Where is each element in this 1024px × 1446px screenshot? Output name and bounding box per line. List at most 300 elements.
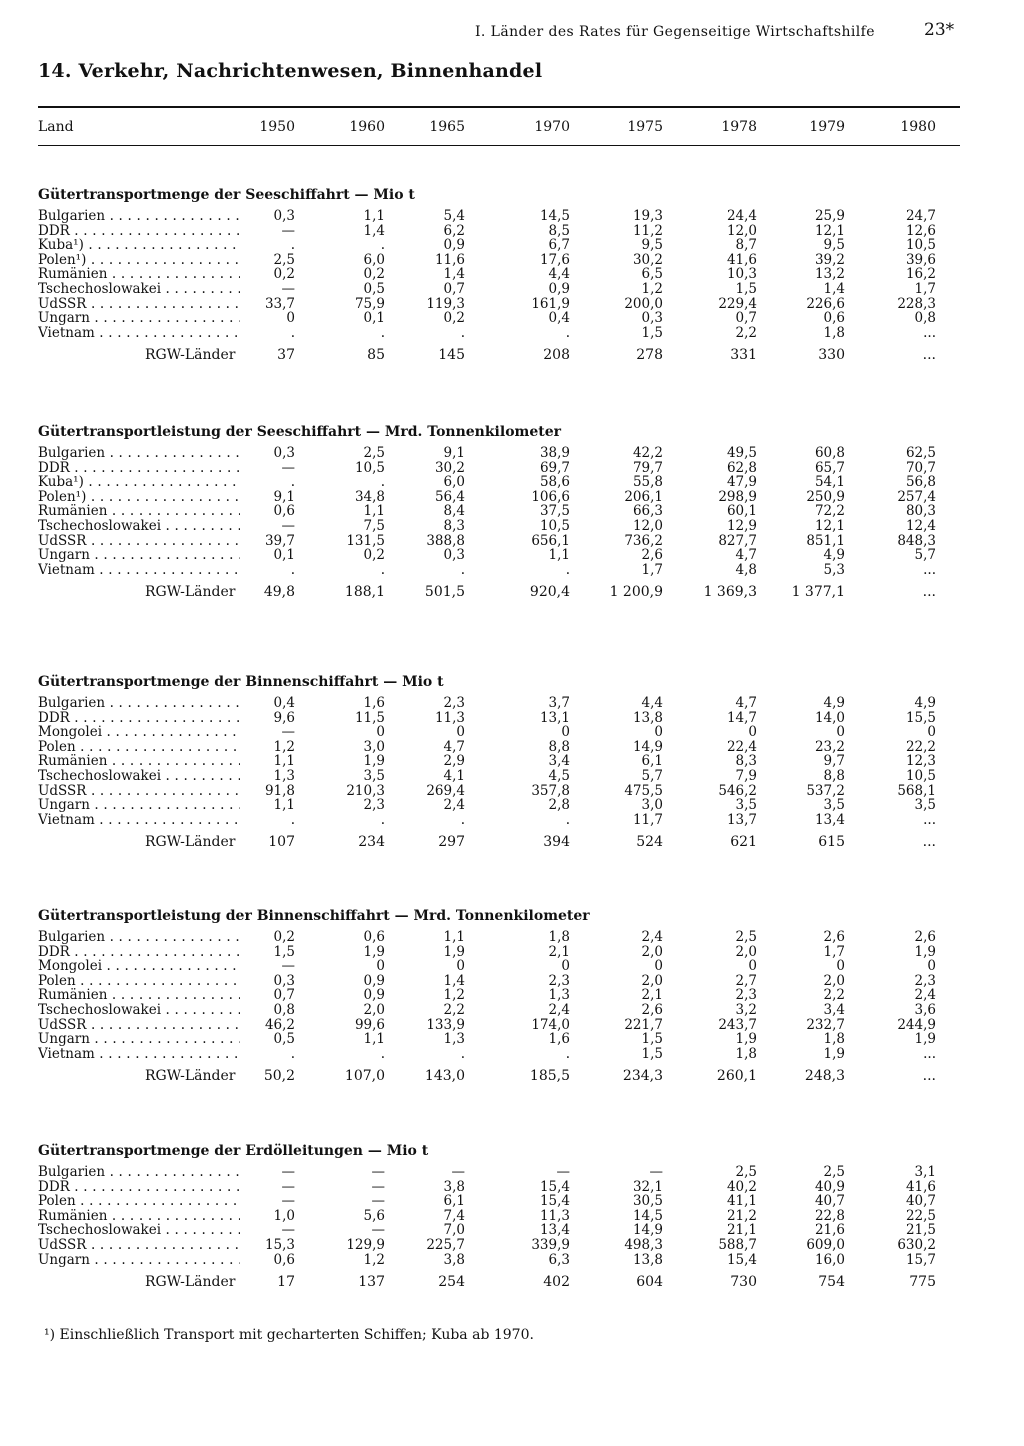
table-cell: 210,3: [346, 782, 385, 799]
table-cell: 1,7: [641, 561, 663, 578]
total-cell: 107: [268, 834, 295, 851]
table-cell: 15,7: [905, 1251, 936, 1268]
table-row: [0, 534, 1024, 549]
country-label: Mongolei . . .: [38, 725, 240, 740]
table-cell: —: [281, 724, 295, 741]
country-label: DDR . . .: [38, 461, 240, 476]
table-cell: 546,2: [718, 782, 757, 799]
total-cell: ...: [922, 584, 936, 601]
table-cell: 3,4: [823, 1001, 845, 1018]
table-cell: 12,0: [632, 517, 663, 534]
table-cell: 200,0: [624, 295, 663, 312]
table-cell: 4,9: [823, 547, 845, 564]
table-cell: 0: [748, 958, 757, 975]
table-cell: 3,8: [443, 1178, 465, 1195]
table-cell: 0: [836, 958, 845, 975]
table-cell: —: [281, 1193, 295, 1210]
table-cell: 0,3: [273, 445, 295, 461]
table-cell: 2,2: [823, 987, 845, 1004]
table-cell: 1,9: [363, 753, 385, 770]
table-cell: 30,2: [632, 251, 663, 268]
table-cell: 1,4: [443, 266, 465, 283]
table-cell: 13,2: [814, 266, 845, 283]
page-title: 14. Verkehr, Nachrichtenwesen, Binnenhandel: [38, 60, 543, 82]
table-cell: 60,8: [814, 445, 845, 461]
table-cell: 0: [286, 310, 295, 327]
table-cell: 30,2: [434, 459, 465, 476]
table-row: [0, 1180, 1024, 1195]
table-cell: 17,6: [539, 251, 570, 268]
table-cell: 851,1: [806, 532, 845, 549]
table-cell: 13,4: [814, 811, 845, 828]
table-cell: 1,1: [273, 753, 295, 770]
table-cell: 4,8: [735, 561, 757, 578]
table-cell: 2,9: [443, 753, 465, 770]
table-cell: 588,7: [718, 1236, 757, 1253]
table-cell: 4,9: [823, 695, 845, 711]
total-cell: ...: [922, 347, 936, 364]
table-cell: 37,5: [539, 503, 570, 520]
country-label: Vietnam . . .: [38, 326, 240, 341]
table-row: [0, 224, 1024, 239]
table-cell: 13,7: [726, 811, 757, 828]
table-cell: 40,7: [905, 1193, 936, 1210]
total-cell: 185,5: [529, 1068, 570, 1085]
country-label: UdSSR . . .: [38, 1018, 240, 1033]
table-cell: 2,6: [641, 547, 663, 564]
table-cell: 0,3: [273, 208, 295, 224]
table-cell: 10,3: [726, 266, 757, 283]
table-cell: 2,5: [273, 251, 295, 268]
table-cell: 11,5: [354, 709, 385, 726]
table-cell: 0: [654, 958, 663, 975]
table-cell: 56,4: [434, 488, 465, 505]
table-cell: 15,5: [905, 709, 936, 726]
table-row: [0, 1003, 1024, 1018]
table-row: [0, 282, 1024, 297]
total-cell: 145: [438, 347, 465, 364]
table-cell: 6,5: [641, 266, 663, 283]
table-cell: 0,6: [273, 1251, 295, 1268]
country-label: Polen . . .: [38, 740, 240, 755]
table-cell: 12,6: [905, 222, 936, 239]
table-cell: 0,2: [273, 266, 295, 283]
table-row: [0, 461, 1024, 476]
table-cell: 10,5: [905, 237, 936, 254]
country-label: Rumänien . . .: [38, 1209, 240, 1224]
table-cell: —: [371, 1178, 385, 1195]
table-cell: 4,7: [735, 547, 757, 564]
table-cell: 1,1: [443, 929, 465, 945]
header-year: 1970: [534, 119, 570, 135]
table-row: [0, 769, 1024, 784]
total-cell: 137: [358, 1274, 385, 1291]
table-cell: 174,0: [531, 1016, 570, 1033]
table-cell: 10,5: [539, 517, 570, 534]
table-cell: 3,4: [548, 753, 570, 770]
table-cell: 1,4: [823, 280, 845, 297]
table-cell: 12,4: [905, 517, 936, 534]
country-label: Bulgarien . . .: [38, 1165, 240, 1180]
table-cell: 9,5: [641, 237, 663, 254]
table-cell: .: [290, 237, 295, 254]
country-label: Rumänien . . .: [38, 267, 240, 282]
table-row: [0, 784, 1024, 799]
total-row: [0, 346, 1024, 364]
table-cell: 14,9: [632, 738, 663, 755]
country-label: UdSSR . . .: [38, 784, 240, 799]
page-number: 23*: [924, 20, 955, 40]
table-cell: 12,1: [814, 517, 845, 534]
table-cell: 3,2: [735, 1001, 757, 1018]
table-cell: —: [281, 1164, 295, 1180]
header-land: Land: [38, 119, 74, 135]
table-cell: 2,1: [641, 987, 663, 1004]
table-row: [0, 1223, 1024, 1238]
table-cell: 2,3: [363, 797, 385, 814]
country-label: UdSSR . . .: [38, 297, 240, 312]
table-cell: 91,8: [264, 782, 295, 799]
table-row: [0, 563, 1024, 578]
table-cell: 6,2: [443, 222, 465, 239]
table-cell: 1,5: [735, 280, 757, 297]
table-cell: 0,7: [273, 987, 295, 1004]
table-cell: .: [290, 474, 295, 491]
table-cell: 1,8: [823, 1031, 845, 1048]
total-cell: 1 369,3: [703, 584, 757, 601]
table-row: [0, 297, 1024, 312]
table-cell: 9,1: [273, 488, 295, 505]
country-label: Polen . . .: [38, 974, 240, 989]
table-cell: 5,3: [823, 561, 845, 578]
table-cell: 40,2: [726, 1178, 757, 1195]
table-cell: 2,4: [548, 1001, 570, 1018]
table-cell: 0,2: [273, 929, 295, 945]
table-cell: —: [649, 1164, 663, 1180]
country-label: Tschechoslowakei . . .: [38, 1003, 240, 1018]
total-cell: 50,2: [263, 1068, 295, 1085]
table-cell: 0,8: [914, 310, 936, 327]
total-cell: 1 377,1: [791, 584, 845, 601]
table-cell: 2,3: [443, 695, 465, 711]
table-cell: 225,7: [426, 1236, 465, 1253]
total-row: [0, 583, 1024, 601]
table-cell: 22,2: [905, 738, 936, 755]
table-cell: 0,6: [363, 929, 385, 945]
table-cell: 16,0: [814, 1251, 845, 1268]
header-year: 1979: [809, 119, 845, 135]
table-cell: 339,9: [531, 1236, 570, 1253]
table-cell: 32,1: [632, 1178, 663, 1195]
table-cell: 13,1: [539, 709, 570, 726]
table-cell: 1,2: [443, 987, 465, 1004]
table-row: [0, 1018, 1024, 1033]
country-label: DDR . . .: [38, 945, 240, 960]
table-cell: 5,4: [443, 208, 465, 224]
table-cell: —: [371, 1222, 385, 1239]
table-cell: 1,3: [273, 767, 295, 784]
table-cell: 2,0: [823, 972, 845, 989]
header-rule: [38, 145, 960, 146]
table-cell: 0,3: [443, 547, 465, 564]
table-cell: 0,5: [363, 280, 385, 297]
table-cell: 11,2: [632, 222, 663, 239]
table-cell: 15,4: [539, 1193, 570, 1210]
country-label: Tschechoslowakei . . .: [38, 519, 240, 534]
total-cell: 920,4: [529, 584, 570, 601]
table-cell: 21,1: [726, 1222, 757, 1239]
table-cell: 1,3: [548, 987, 570, 1004]
table-cell: 79,7: [632, 459, 663, 476]
table-cell: 2,8: [548, 797, 570, 814]
total-cell: 143,0: [424, 1068, 465, 1085]
table-cell: 41,6: [726, 251, 757, 268]
country-label: Polen¹) . . .: [38, 253, 240, 268]
table-cell: 2,5: [823, 1164, 845, 1180]
table-cell: 16,2: [905, 266, 936, 283]
table-cell: 56,8: [905, 474, 936, 491]
table-cell: 39,2: [814, 251, 845, 268]
table-cell: 106,6: [531, 488, 570, 505]
table-cell: 1,8: [735, 1045, 757, 1062]
table-cell: 2,4: [914, 987, 936, 1004]
country-label: Rumänien . . .: [38, 988, 240, 1003]
table-cell: 1,5: [641, 1045, 663, 1062]
table-row: [0, 548, 1024, 563]
table-cell: 0,9: [548, 280, 570, 297]
table-cell: 8,5: [548, 222, 570, 239]
table-cell: 0,2: [363, 266, 385, 283]
table-cell: 42,2: [632, 445, 663, 461]
table-cell: 1,2: [641, 280, 663, 297]
table-cell: 2,6: [823, 929, 845, 945]
table-cell: 250,9: [806, 488, 845, 505]
table-cell: 0: [561, 724, 570, 741]
table-cell: —: [371, 1164, 385, 1180]
table-cell: 0,6: [823, 310, 845, 327]
table-cell: 24,4: [726, 208, 757, 224]
table-cell: 2,2: [443, 1001, 465, 1018]
table-cell: 0,9: [363, 987, 385, 1004]
table-cell: 12,3: [905, 753, 936, 770]
country-label: Kuba¹) . . .: [38, 475, 240, 490]
header-year: 1980: [900, 119, 936, 135]
table-cell: 269,4: [426, 782, 465, 799]
table-cell: .: [565, 324, 570, 341]
table-cell: 1,5: [273, 943, 295, 960]
table-cell: 243,7: [718, 1016, 757, 1033]
table-cell: 2,3: [735, 987, 757, 1004]
table-cell: 2,0: [735, 943, 757, 960]
table-cell: .: [460, 324, 465, 341]
table-cell: 70,7: [905, 459, 936, 476]
table-cell: 1,6: [548, 1031, 570, 1048]
table-cell: 21,5: [905, 1222, 936, 1239]
country-label: Tschechoslowakei . . .: [38, 1223, 240, 1238]
table-cell: .: [290, 811, 295, 828]
table-cell: 537,2: [806, 782, 845, 799]
table-cell: —: [281, 222, 295, 239]
table-cell: 0: [376, 958, 385, 975]
table-cell: ...: [923, 324, 936, 341]
table-cell: 6,7: [548, 237, 570, 254]
table-cell: 3,5: [823, 797, 845, 814]
table-cell: —: [281, 1178, 295, 1195]
country-label: UdSSR . . .: [38, 1238, 240, 1253]
table-cell: 3,0: [363, 738, 385, 755]
country-label: Ungarn . . .: [38, 1032, 240, 1047]
table-cell: 0,9: [363, 972, 385, 989]
table-cell: 21,2: [726, 1207, 757, 1224]
table-cell: 8,7: [735, 237, 757, 254]
table-cell: 827,7: [718, 532, 757, 549]
table-cell: 39,7: [264, 532, 295, 549]
table-row: [0, 725, 1024, 740]
table-cell: 72,2: [814, 503, 845, 520]
table-cell: 11,3: [434, 709, 465, 726]
table-cell: 0,7: [735, 310, 757, 327]
table-cell: 232,7: [806, 1016, 845, 1033]
table-cell: —: [281, 280, 295, 297]
table-cell: 568,1: [897, 782, 936, 799]
table-cell: 62,8: [726, 459, 757, 476]
table-row: [0, 1032, 1024, 1047]
table-cell: —: [281, 1222, 295, 1239]
table-cell: 12,0: [726, 222, 757, 239]
table-row: [0, 813, 1024, 828]
country-label: Rumänien . . .: [38, 504, 240, 519]
table-cell: 7,0: [443, 1222, 465, 1239]
table-cell: 13,8: [632, 709, 663, 726]
table-cell: 7,9: [735, 767, 757, 784]
table-cell: 6,1: [641, 753, 663, 770]
table-cell: 0: [748, 724, 757, 741]
table-cell: 22,8: [814, 1207, 845, 1224]
country-label: DDR . . .: [38, 224, 240, 239]
total-cell: 49,8: [263, 584, 295, 601]
table-cell: 2,4: [641, 929, 663, 945]
table-cell: 6,1: [443, 1193, 465, 1210]
table-cell: 55,8: [632, 474, 663, 491]
table-cell: .: [460, 811, 465, 828]
country-label: Polen¹) . . .: [38, 490, 240, 505]
country-label: Bulgarien . . .: [38, 696, 240, 711]
country-label: Vietnam . . .: [38, 813, 240, 828]
table-cell: —: [281, 517, 295, 534]
table-row: [0, 475, 1024, 490]
total-cell: 775: [909, 1274, 936, 1291]
table-cell: 609,0: [806, 1236, 845, 1253]
table-cell: 34,8: [354, 488, 385, 505]
table-row: [0, 711, 1024, 726]
table-cell: 30,5: [632, 1193, 663, 1210]
country-label: Tschechoslowakei . . .: [38, 282, 240, 297]
table-cell: 498,3: [624, 1236, 663, 1253]
table-cell: 6,3: [548, 1251, 570, 1268]
table-cell: 1,9: [914, 1031, 936, 1048]
table-cell: 22,4: [726, 738, 757, 755]
table-cell: 2,3: [548, 972, 570, 989]
table-row: [0, 519, 1024, 534]
table-cell: 8,4: [443, 503, 465, 520]
total-cell: 330: [818, 347, 845, 364]
table-cell: 75,9: [354, 295, 385, 312]
total-row: [0, 1273, 1024, 1291]
table-cell: 2,1: [548, 943, 570, 960]
table-cell: 5,7: [641, 767, 663, 784]
table-cell: 47,9: [726, 474, 757, 491]
table-cell: 22,5: [905, 1207, 936, 1224]
header-year: 1960: [349, 119, 385, 135]
total-cell: 501,5: [424, 584, 465, 601]
table-cell: 3,5: [914, 797, 936, 814]
table-cell: 2,0: [641, 972, 663, 989]
table-cell: 0,9: [443, 237, 465, 254]
total-cell: 234: [358, 834, 385, 851]
country-label: Mongolei . . .: [38, 959, 240, 974]
total-cell: 260,1: [716, 1068, 757, 1085]
table-cell: 62,5: [905, 445, 936, 461]
total-label: RGW-Länder: [145, 1274, 236, 1291]
country-label: Vietnam . . .: [38, 563, 240, 578]
table-cell: 41,6: [905, 1178, 936, 1195]
table-cell: 2,5: [735, 929, 757, 945]
table-row: [0, 798, 1024, 813]
table-cell: 2,0: [641, 943, 663, 960]
table-cell: 244,9: [897, 1016, 936, 1033]
total-cell: 621: [730, 834, 757, 851]
table-cell: 4,5: [548, 767, 570, 784]
total-row: [0, 833, 1024, 851]
table-cell: 65,7: [814, 459, 845, 476]
table-cell: 0,7: [443, 280, 465, 297]
table-cell: .: [460, 561, 465, 578]
table-cell: 0: [561, 958, 570, 975]
table-cell: 2,4: [443, 797, 465, 814]
table-cell: 1,9: [823, 1045, 845, 1062]
table-cell: .: [380, 324, 385, 341]
header-year: 1978: [721, 119, 757, 135]
table-cell: 206,1: [624, 488, 663, 505]
table-cell: 41,1: [726, 1193, 757, 1210]
table-cell: 10,5: [905, 767, 936, 784]
table-cell: .: [565, 561, 570, 578]
section-title: Gütertransportleistung der Seeschiffahrt — Mrd. Tonnenkilometer: [38, 424, 561, 440]
table-cell: 3,6: [914, 1001, 936, 1018]
table-cell: .: [565, 811, 570, 828]
table-cell: 13,4: [539, 1222, 570, 1239]
table-cell: 1,1: [548, 547, 570, 564]
table-cell: 15,4: [539, 1178, 570, 1195]
total-row: [0, 1067, 1024, 1085]
table-row: [0, 959, 1024, 974]
table-cell: 226,6: [806, 295, 845, 312]
table-cell: 2,6: [641, 1001, 663, 1018]
table-cell: .: [290, 1045, 295, 1062]
total-cell: 524: [636, 834, 663, 851]
country-label: DDR . . .: [38, 1180, 240, 1195]
table-cell: 3,5: [735, 797, 757, 814]
table-cell: 0,8: [273, 1001, 295, 1018]
table-cell: .: [460, 1045, 465, 1062]
country-label: Ungarn . . .: [38, 548, 240, 563]
table-cell: 133,9: [426, 1016, 465, 1033]
section-title: Gütertransportleistung der Binnenschiffahrt — Mrd. Tonnenkilometer: [38, 908, 590, 924]
table-cell: 4,9: [914, 695, 936, 711]
table-cell: 24,7: [905, 208, 936, 224]
table-cell: 2,0: [363, 1001, 385, 1018]
table-cell: 40,9: [814, 1178, 845, 1195]
